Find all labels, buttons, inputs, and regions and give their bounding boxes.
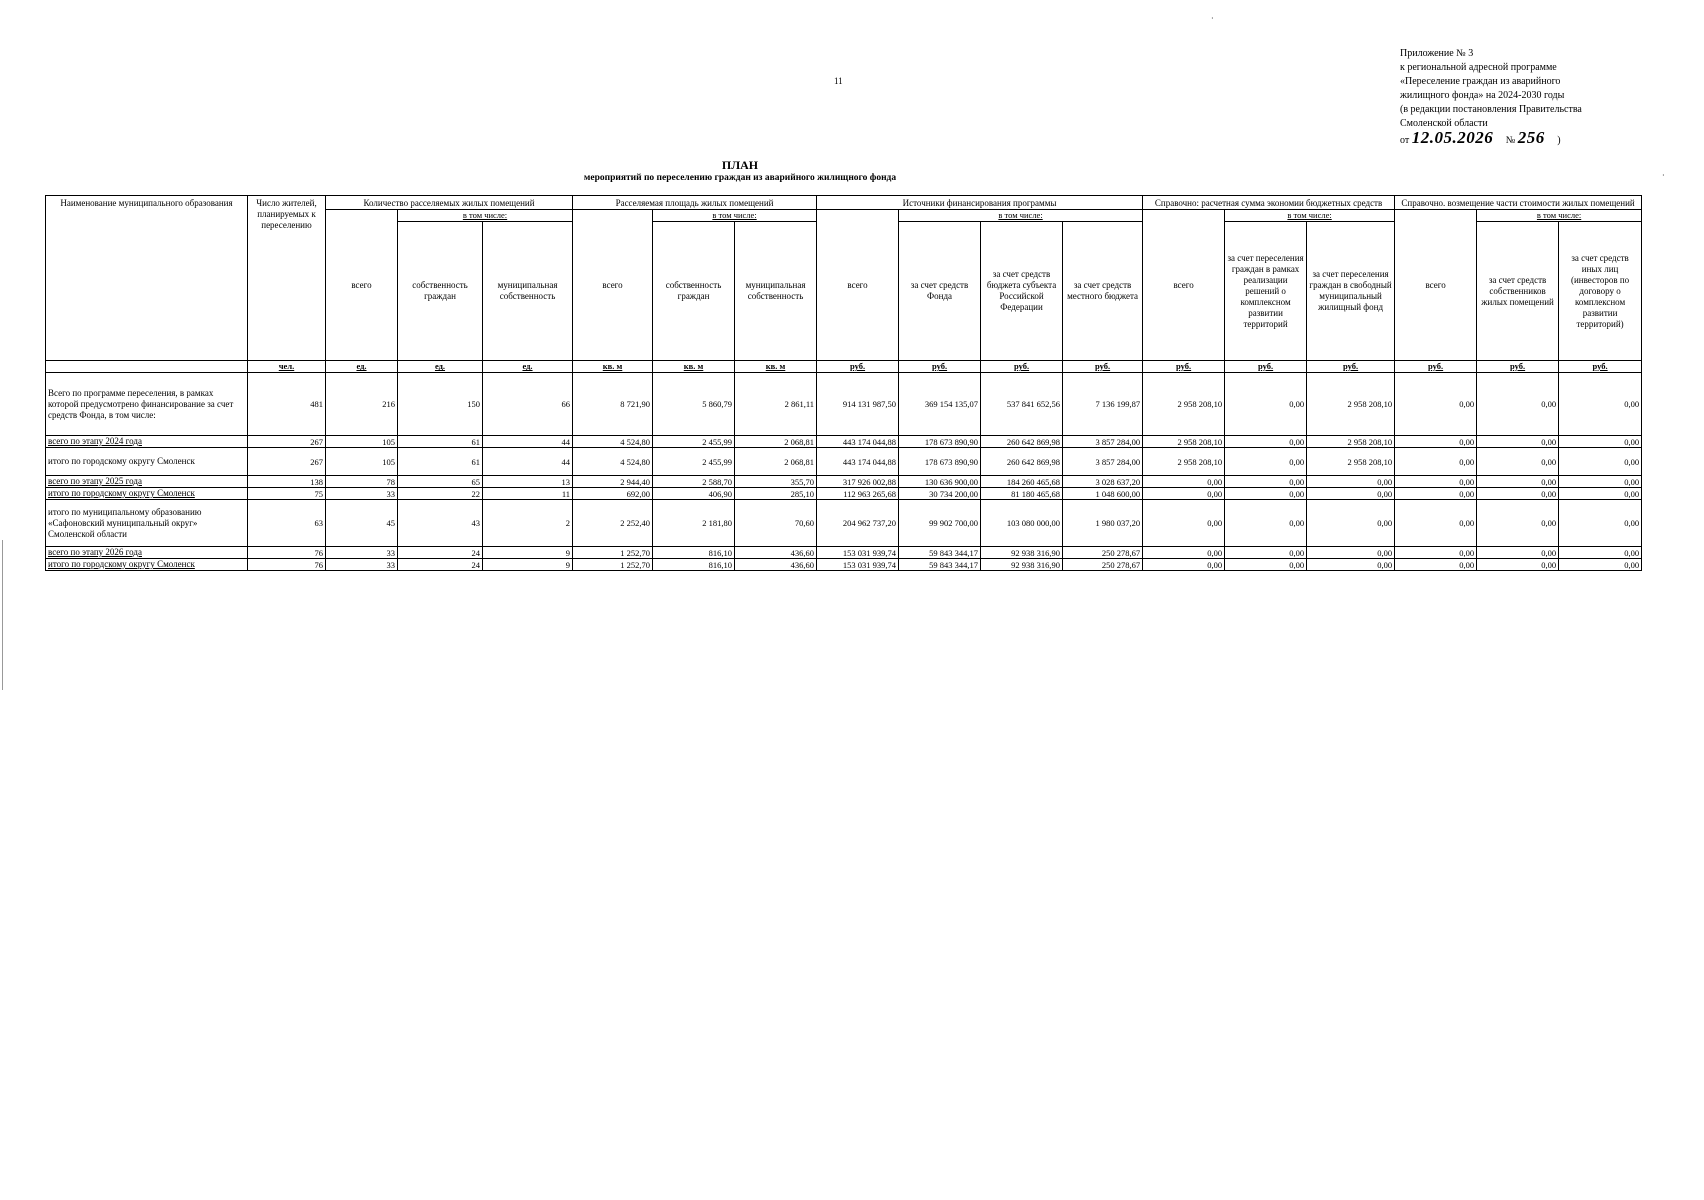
- header-fund: за счет средств Фонда: [899, 222, 981, 361]
- row-value: 9: [483, 547, 573, 559]
- row-value: 2 455,99: [653, 448, 735, 476]
- header-area-group: Расселяемая площадь жилых помещений: [573, 196, 817, 210]
- row-value: 0,00: [1559, 500, 1642, 547]
- row-value: 8 721,90: [573, 373, 653, 436]
- row-value: 0,00: [1559, 488, 1642, 500]
- row-value: 0,00: [1143, 476, 1225, 488]
- row-value: 178 673 890,90: [899, 436, 981, 448]
- header-finance-total: всего: [817, 210, 899, 361]
- units-cell: чел.: [248, 361, 326, 373]
- row-value: 76: [248, 559, 326, 571]
- row-value: 43: [398, 500, 483, 547]
- row-name: итого по городскому округу Смоленск: [46, 448, 248, 476]
- row-value: 5 860,79: [653, 373, 735, 436]
- row-value: 250 278,67: [1063, 559, 1143, 571]
- plan-title: ПЛАН: [721, 158, 759, 172]
- header-savings-total: всего: [1143, 210, 1225, 361]
- row-value: 70,60: [735, 500, 817, 547]
- header-municipal: муниципальная собственность: [483, 222, 573, 361]
- row-value: 406,90: [653, 488, 735, 500]
- row-value: 1 252,70: [573, 547, 653, 559]
- row-value: 0,00: [1225, 448, 1307, 476]
- row-value: 0,00: [1395, 500, 1477, 547]
- units-cell: ед.: [398, 361, 483, 373]
- scan-edge-line: [2, 540, 3, 690]
- row-value: 267: [248, 436, 326, 448]
- row-value: 105: [326, 436, 398, 448]
- row-value: 216: [326, 373, 398, 436]
- handwritten-date: 12.05.2026: [1411, 128, 1494, 147]
- row-value: 30 734 200,00: [899, 488, 981, 500]
- row-value: 76: [248, 547, 326, 559]
- plan-table: [45, 195, 1642, 571]
- header-including: в том числе:: [899, 210, 1143, 222]
- row-value: 2 958 208,10: [1307, 448, 1395, 476]
- row-value: 2 455,99: [653, 436, 735, 448]
- row-value: 153 031 939,74: [817, 559, 899, 571]
- row-value: 0,00: [1307, 559, 1395, 571]
- row-value: 0,00: [1559, 476, 1642, 488]
- appendix-line: Приложение № 3: [1400, 48, 1474, 59]
- row-value: 0,00: [1395, 373, 1477, 436]
- row-value: 0,00: [1477, 559, 1559, 571]
- units-cell: руб.: [899, 361, 981, 373]
- row-value: 260 642 869,98: [981, 436, 1063, 448]
- row-name: Всего по программе переселения, в рамках которой предусмотрено финансирование за счет средств Фонда, в том числе:: [46, 373, 248, 436]
- appendix-line: к региональной адресной программе: [1400, 62, 1557, 73]
- row-value: 61: [398, 436, 483, 448]
- page-number: 11: [834, 76, 843, 86]
- row-value: 0,00: [1559, 559, 1642, 571]
- row-value: 66: [483, 373, 573, 436]
- scan-dot: ·: [1662, 171, 1665, 180]
- row-value: 75: [248, 488, 326, 500]
- row-value: 2: [483, 500, 573, 547]
- units-cell: кв. м: [573, 361, 653, 373]
- row-value: 2 861,11: [735, 373, 817, 436]
- header-savings-group: Справочно: расчетная сумма экономии бюджетных средств: [1143, 196, 1395, 210]
- scan-dot: ·: [1211, 14, 1214, 23]
- units-cell: руб.: [1143, 361, 1225, 373]
- row-value: 44: [483, 448, 573, 476]
- row-value: 7 136 199,87: [1063, 373, 1143, 436]
- row-value: 61: [398, 448, 483, 476]
- row-value: 11: [483, 488, 573, 500]
- header-savings-complex: за счет переселения граждан в рамках реализации решений о комплексном развитии территорий: [1225, 222, 1307, 361]
- table-row: [46, 488, 1642, 500]
- header-local-budget: за счет средств местного бюджета: [1063, 222, 1143, 361]
- row-value: 0,00: [1395, 547, 1477, 559]
- header-including: в том числе:: [653, 210, 817, 222]
- row-value: 443 174 044,88: [817, 436, 899, 448]
- row-value: 0,00: [1225, 476, 1307, 488]
- row-value: 13: [483, 476, 573, 488]
- row-value: 816,10: [653, 559, 735, 571]
- row-value: 1 252,70: [573, 559, 653, 571]
- header-name: Наименование муниципального образования: [46, 196, 248, 361]
- header-count-total: всего: [326, 210, 398, 361]
- plan-table-body: [46, 373, 1642, 571]
- row-value: 0,00: [1225, 488, 1307, 500]
- row-value: 92 938 316,90: [981, 547, 1063, 559]
- handwritten-number: 256: [1517, 128, 1545, 147]
- header-including: в том числе:: [1225, 210, 1395, 222]
- units-cell: [46, 361, 248, 373]
- row-value: 44: [483, 436, 573, 448]
- row-value: 45: [326, 500, 398, 547]
- units-cell: руб.: [1477, 361, 1559, 373]
- row-value: 2 944,40: [573, 476, 653, 488]
- row-value: 0,00: [1559, 448, 1642, 476]
- row-value: 0,00: [1307, 488, 1395, 500]
- row-value: 0,00: [1477, 476, 1559, 488]
- row-value: 1 980 037,20: [1063, 500, 1143, 547]
- row-value: 267: [248, 448, 326, 476]
- row-value: 2 958 208,10: [1307, 436, 1395, 448]
- units-cell: руб.: [981, 361, 1063, 373]
- header-area-municipal: муниципальная собственность: [735, 222, 817, 361]
- row-value: 0,00: [1477, 500, 1559, 547]
- row-value: 0,00: [1477, 436, 1559, 448]
- row-value: 0,00: [1143, 547, 1225, 559]
- row-value: 3 857 284,00: [1063, 436, 1143, 448]
- row-value: 105: [326, 448, 398, 476]
- row-value: 0,00: [1143, 488, 1225, 500]
- row-value: 1 048 600,00: [1063, 488, 1143, 500]
- row-value: 0,00: [1477, 547, 1559, 559]
- header-including: в том числе:: [1477, 210, 1642, 222]
- units-cell: руб.: [817, 361, 899, 373]
- row-name: всего по этапу 2025 года: [46, 476, 248, 488]
- appendix-block: [1400, 47, 1700, 148]
- table-row: [46, 476, 1642, 488]
- row-value: 0,00: [1395, 436, 1477, 448]
- row-value: 0,00: [1477, 448, 1559, 476]
- row-value: 2 068,81: [735, 448, 817, 476]
- row-value: 0,00: [1395, 559, 1477, 571]
- row-value: 63: [248, 500, 326, 547]
- row-name: итого по муниципальному образованию «Сафоновский муниципальный округ» Смоленской области: [46, 500, 248, 547]
- row-value: 355,70: [735, 476, 817, 488]
- row-value: 317 926 002,88: [817, 476, 899, 488]
- row-value: 816,10: [653, 547, 735, 559]
- row-value: 184 260 465,68: [981, 476, 1063, 488]
- header-savings-free-fund: за счет переселения граждан в свободный муниципальный жилищный фонд: [1307, 222, 1395, 361]
- row-value: 0,00: [1559, 373, 1642, 436]
- row-value: 0,00: [1225, 547, 1307, 559]
- appendix-date-line: [1400, 128, 1700, 148]
- appendix-line: Смоленской области: [1400, 118, 1488, 129]
- row-value: 33: [326, 547, 398, 559]
- row-name: итого по городскому округу Смоленск: [46, 559, 248, 571]
- appendix-line: жилищного фонда» на 2024-2030 годы: [1400, 90, 1565, 101]
- row-value: 2 958 208,10: [1143, 373, 1225, 436]
- table-row: [46, 436, 1642, 448]
- row-value: 103 080 000,00: [981, 500, 1063, 547]
- header-own-citizens: собственность граждан: [398, 222, 483, 361]
- header-area-own-citizens: собственность граждан: [653, 222, 735, 361]
- row-value: 2 068,81: [735, 436, 817, 448]
- row-value: 92 938 316,90: [981, 559, 1063, 571]
- header-compensation-group: Справочно. возмещение части стоимости жилых помещений: [1395, 196, 1642, 210]
- plan-subtitle: мероприятий по переселению граждан из аварийного жилищного фонда: [583, 173, 897, 183]
- row-value: 2 958 208,10: [1143, 436, 1225, 448]
- header-area-total: всего: [573, 210, 653, 361]
- row-value: 2 252,40: [573, 500, 653, 547]
- row-value: 2 958 208,10: [1307, 373, 1395, 436]
- row-value: 0,00: [1225, 373, 1307, 436]
- header-including: в том числе:: [398, 210, 573, 222]
- row-value: 78: [326, 476, 398, 488]
- date-prefix: от: [1400, 135, 1410, 146]
- row-value: 0,00: [1477, 373, 1559, 436]
- row-value: 33: [326, 559, 398, 571]
- row-value: 0,00: [1307, 500, 1395, 547]
- row-value: 4 524,80: [573, 436, 653, 448]
- row-value: 59 843 344,17: [899, 547, 981, 559]
- table-row: [46, 373, 1642, 436]
- units-cell: кв. м: [735, 361, 817, 373]
- row-value: 0,00: [1395, 448, 1477, 476]
- header-finance-group: Источники финансирования программы: [817, 196, 1143, 210]
- row-value: 0,00: [1307, 476, 1395, 488]
- row-value: 33: [326, 488, 398, 500]
- row-value: 3 028 637,20: [1063, 476, 1143, 488]
- units-cell: ед.: [483, 361, 573, 373]
- header-subject-budget: за счет средств бюджета субъекта Российской Федерации: [981, 222, 1063, 361]
- closing-paren: ): [1557, 135, 1561, 146]
- row-value: 22: [398, 488, 483, 500]
- number-prefix: №: [1505, 135, 1516, 146]
- row-value: 0,00: [1477, 488, 1559, 500]
- row-value: 0,00: [1559, 436, 1642, 448]
- row-value: 150: [398, 373, 483, 436]
- row-name: всего по этапу 2024 года: [46, 436, 248, 448]
- row-value: 112 963 265,68: [817, 488, 899, 500]
- row-value: 65: [398, 476, 483, 488]
- row-value: 59 843 344,17: [899, 559, 981, 571]
- row-value: 204 962 737,20: [817, 500, 899, 547]
- row-value: 2 181,80: [653, 500, 735, 547]
- row-value: 692,00: [573, 488, 653, 500]
- row-value: 0,00: [1225, 559, 1307, 571]
- row-value: 2 958 208,10: [1143, 448, 1225, 476]
- units-cell: руб.: [1225, 361, 1307, 373]
- row-value: 285,10: [735, 488, 817, 500]
- row-value: 0,00: [1395, 488, 1477, 500]
- units-cell: кв. м: [653, 361, 735, 373]
- units-cell: ед.: [326, 361, 398, 373]
- header-residents: Число жителей, планируемых к переселению: [248, 196, 326, 361]
- row-value: 260 642 869,98: [981, 448, 1063, 476]
- row-value: 0,00: [1559, 547, 1642, 559]
- row-value: 3 857 284,00: [1063, 448, 1143, 476]
- row-value: 0,00: [1307, 547, 1395, 559]
- table-row: [46, 559, 1642, 571]
- header-comp-owners: за счет средств собственников жилых помещений: [1477, 222, 1559, 361]
- units-cell: руб.: [1307, 361, 1395, 373]
- row-value: 0,00: [1395, 476, 1477, 488]
- row-value: 81 180 465,68: [981, 488, 1063, 500]
- header-count-group: Количество расселяемых жилых помещений: [326, 196, 573, 210]
- table-row: [46, 547, 1642, 559]
- row-value: 0,00: [1143, 559, 1225, 571]
- row-value: 0,00: [1143, 500, 1225, 547]
- header-comp-others: за счет средств иных лиц (инвесторов по договору о комплексном развитии территорий): [1559, 222, 1642, 361]
- appendix-line: «Переселение граждан из аварийного: [1400, 76, 1561, 87]
- row-value: 436,60: [735, 559, 817, 571]
- units-cell: руб.: [1559, 361, 1642, 373]
- header-comp-total: всего: [1395, 210, 1477, 361]
- row-value: 130 636 900,00: [899, 476, 981, 488]
- row-value: 250 278,67: [1063, 547, 1143, 559]
- row-value: 153 031 939,74: [817, 547, 899, 559]
- row-value: 138: [248, 476, 326, 488]
- row-value: 9: [483, 559, 573, 571]
- row-value: 2 588,70: [653, 476, 735, 488]
- row-value: 24: [398, 559, 483, 571]
- row-value: 443 174 044,88: [817, 448, 899, 476]
- row-value: 4 524,80: [573, 448, 653, 476]
- table-row: [46, 500, 1642, 547]
- units-cell: руб.: [1063, 361, 1143, 373]
- table-row: [46, 448, 1642, 476]
- units-cell: руб.: [1395, 361, 1477, 373]
- row-value: 178 673 890,90: [899, 448, 981, 476]
- row-name: итого по городскому округу Смоленск: [46, 488, 248, 500]
- appendix-line: (в редакции постановления Правительства: [1400, 104, 1582, 115]
- row-value: 0,00: [1225, 436, 1307, 448]
- row-value: 914 131 987,50: [817, 373, 899, 436]
- row-value: 481: [248, 373, 326, 436]
- row-value: 537 841 652,56: [981, 373, 1063, 436]
- row-name: всего по этапу 2026 года: [46, 547, 248, 559]
- row-value: 99 902 700,00: [899, 500, 981, 547]
- row-value: 436,60: [735, 547, 817, 559]
- row-value: 0,00: [1225, 500, 1307, 547]
- row-value: 369 154 135,07: [899, 373, 981, 436]
- row-value: 24: [398, 547, 483, 559]
